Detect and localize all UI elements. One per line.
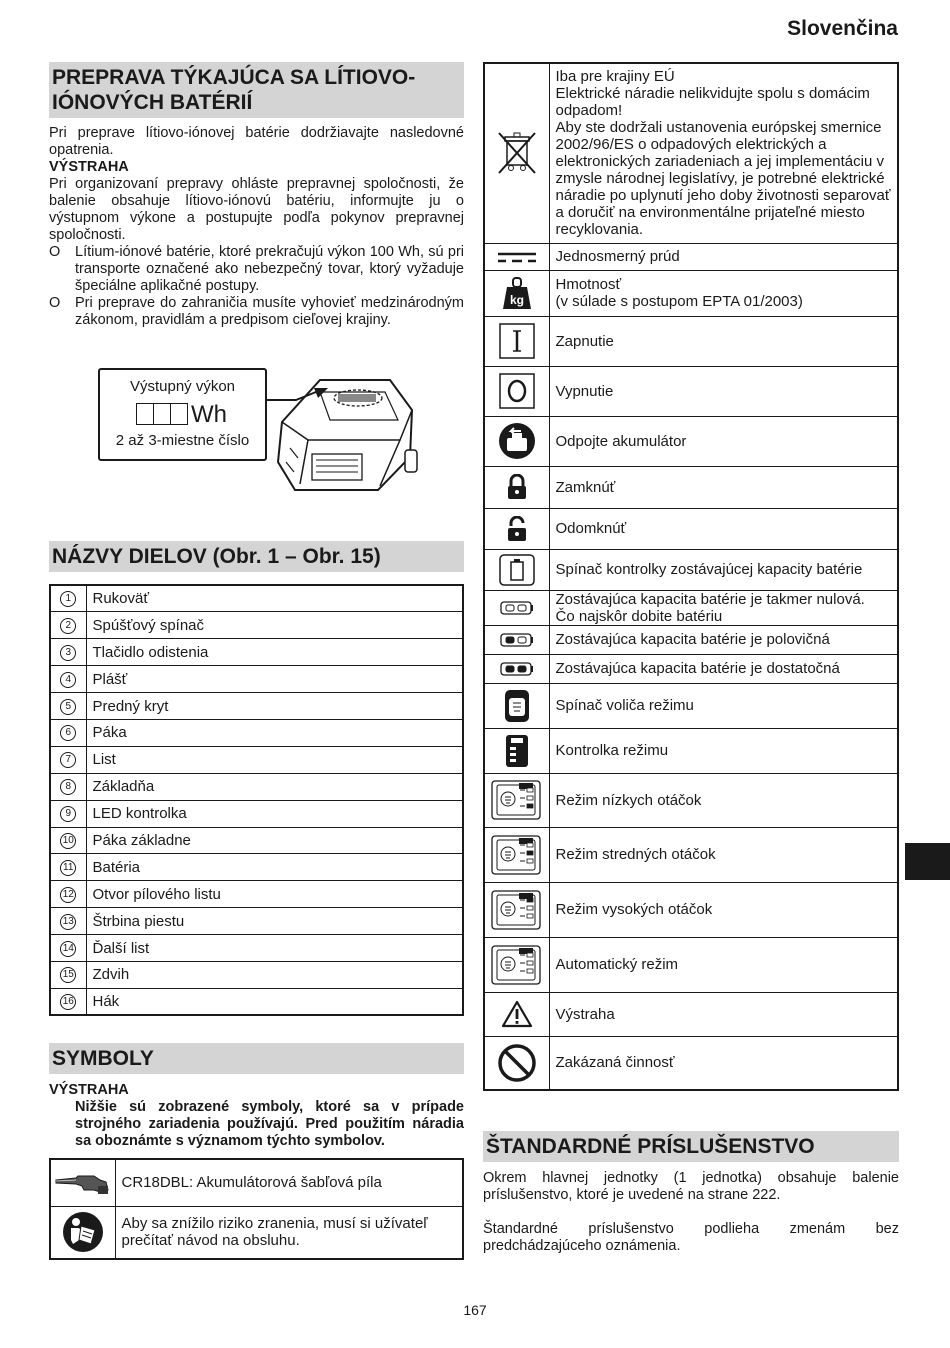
mode-indicator-icon <box>505 734 529 768</box>
switch-off-icon <box>499 373 535 409</box>
symbol-text <box>549 549 898 590</box>
battery-half-icon <box>500 633 534 647</box>
symbol-icon-cell <box>484 549 549 590</box>
symbols-table-right <box>483 62 899 1091</box>
part-number-cell <box>50 746 86 773</box>
symbol-row <box>484 992 898 1036</box>
symbol-row <box>484 63 898 243</box>
part-label: LED kontrolka <box>86 800 463 827</box>
parts-row <box>50 827 463 854</box>
parts-row <box>50 693 463 720</box>
symbol-text <box>549 728 898 773</box>
digit-box <box>170 403 188 425</box>
symbol-row <box>484 243 898 270</box>
symbol-icon-cell <box>484 625 549 654</box>
transport-warning-text: Pri organizovaní prepravy ohláste prepravnej spoločnosti, že balenie obsahuje lítiovo-iónovú batériu, informujte ju o výstupnom výkone a postupujte podľa pokynov prepravnej spoločnosti. <box>49 176 464 243</box>
parts-row <box>50 988 463 1015</box>
heading-line: ŠTANDARDNÉ PRÍSLUŠENSTVO <box>486 1135 815 1158</box>
symbol-text <box>549 625 898 654</box>
symbol-text: CR18DBL: Akumulátorová šabľová píla <box>121 1174 382 1192</box>
bullet-symbol: O <box>49 295 61 311</box>
symbol-icon-cell <box>484 366 549 416</box>
part-label: Plášť <box>86 666 463 693</box>
digits-note: 2 až 3-miestne číslo <box>115 432 250 449</box>
part-number: 14 <box>60 941 76 957</box>
part-number: 11 <box>60 860 76 876</box>
heading-line: NÁZVY DIELOV (Obr. 1 – Obr. 15) <box>52 545 381 568</box>
part-label: Spúšťový spínač <box>86 612 463 639</box>
output-power-callout <box>98 368 267 461</box>
accessories-text <box>483 1170 899 1255</box>
parts-row <box>50 639 463 666</box>
unlock-icon <box>506 516 528 542</box>
parts-row <box>50 773 463 800</box>
symbol-text-line: Zamknúť <box>555 478 616 496</box>
kg-label: kg <box>509 293 524 307</box>
symbol-text-line: Čo najskôr dobite batériu <box>555 607 723 625</box>
transport-text <box>49 125 464 329</box>
part-number-cell <box>50 693 86 720</box>
saw-icon <box>54 1168 112 1198</box>
part-number: 2 <box>60 618 76 634</box>
symbol-text <box>549 63 898 243</box>
symbol-icon-cell <box>484 937 549 992</box>
symbol-icon-cell <box>484 416 549 466</box>
part-number: 5 <box>60 699 76 715</box>
part-number-cell <box>50 827 86 854</box>
parts-row <box>50 719 463 746</box>
section-heading-symbols <box>49 1043 464 1074</box>
part-label: Hák <box>86 988 463 1015</box>
switch-on-icon <box>499 323 535 359</box>
symbol-text <box>549 882 898 937</box>
symbol-text-line: Zostávajúca kapacita batérie je takmer nulová. <box>555 590 865 608</box>
parts-row <box>50 908 463 935</box>
part-number-cell <box>50 639 86 666</box>
direct-current-icon <box>497 251 537 263</box>
symbol-text <box>549 243 898 270</box>
auto-mode-icon <box>491 945 543 985</box>
part-label: Ďalší list <box>86 935 463 962</box>
symbol-row <box>484 654 898 683</box>
parts-table <box>49 584 464 1016</box>
symbol-icon-cell <box>484 590 549 625</box>
symbol-text-line: Režim vysokých otáčok <box>555 901 713 918</box>
wh-unit: Wh <box>191 401 227 428</box>
callout-arrow <box>266 378 352 418</box>
transport-warning-label: VÝSTRAHA <box>49 159 129 175</box>
symbols-warning <box>49 1082 464 1150</box>
read-manual-icon <box>61 1210 105 1254</box>
transport-intro: Pri preprave lítiovo-iónovej batérie dodržiavajte nasledovné opatrenia. <box>49 125 464 158</box>
part-label: Štrbina piestu <box>86 908 463 935</box>
symbol-row <box>484 728 898 773</box>
symbol-text <box>549 937 898 992</box>
symbol-icon-cell <box>484 243 549 270</box>
symbol-text-line: Spínač kontrolky zostávajúcej kapacity batérie <box>555 561 863 578</box>
symbols-table-left <box>49 1158 464 1260</box>
symbol-text <box>549 827 898 882</box>
warning-triangle-icon <box>501 1000 533 1028</box>
symbol-text <box>549 992 898 1036</box>
symbol-row <box>484 508 898 549</box>
part-number: 8 <box>60 779 76 795</box>
heading-line: IÓNOVÝCH BATÉRIÍ <box>52 91 253 114</box>
symbol-text <box>549 466 898 508</box>
symbol-text-line: Odomknúť <box>555 520 627 537</box>
symbol-icon-cell <box>484 63 549 243</box>
bullet-text: Pri preprave do zahraničia musíte vyhovieť medzinárodným zákonom, pravidlám a predpisom cieľovej krajiny. <box>75 295 464 328</box>
symbol-text <box>549 416 898 466</box>
part-number: 9 <box>60 806 76 822</box>
accessories-para: Okrem hlavnej jednotky (1 jednotka) obsahuje balenie príslušenstvo, ktoré je uvedené na strane 222. <box>483 1170 899 1203</box>
symbol-text-line: (v súlade s postupom EPTA 01/2003) <box>555 293 803 310</box>
part-number-cell <box>50 935 86 962</box>
heading-line: SYMBOLY <box>52 1047 154 1070</box>
disconnect-battery-icon <box>498 422 536 460</box>
symbol-icon-cell <box>484 882 549 937</box>
symbol-icon-cell <box>484 683 549 728</box>
weee-bin-icon <box>495 129 539 177</box>
part-label: Batéria <box>86 854 463 881</box>
symbol-text <box>549 683 898 728</box>
symbol-text <box>549 508 898 549</box>
symbol-icon-cell <box>484 508 549 549</box>
mode-selector-switch-icon <box>504 689 530 723</box>
part-label: List <box>86 746 463 773</box>
part-number: 13 <box>60 914 76 930</box>
part-number-cell <box>50 773 86 800</box>
symbol-row <box>484 270 898 316</box>
wh-digits-row <box>100 401 265 427</box>
symbol-text-line: Spínač voliča režimu <box>555 697 694 714</box>
symbol-text-line: Kontrolka režimu <box>555 742 669 759</box>
transport-bullet <box>49 244 464 295</box>
symbol-icon-cell <box>484 773 549 827</box>
symbol-row <box>484 316 898 366</box>
output-power-label: Výstupný výkon <box>129 378 236 395</box>
part-number: 16 <box>60 994 76 1010</box>
battery-full-icon <box>500 662 534 676</box>
symbol-text <box>549 270 898 316</box>
part-number-cell <box>50 612 86 639</box>
symbol-text-line: Aby ste dodržali ustanovenia európskej smernice 2002/96/ES o odpadových elektrických a elektronických zariadeniach a jej implementáciu v zmysle národnej legislatívy, je potrebné elektrické náradie po uplynutí jeho doby životnosti separovať a doručiť na environmentálne prijateľné miesto recyklovania. <box>555 119 891 239</box>
symbol-icon-cell <box>484 992 549 1036</box>
heading-line: PREPRAVA TÝKAJÚCA SA LÍTIOVO- <box>52 66 416 89</box>
part-number-cell <box>50 800 86 827</box>
symbol-row <box>484 416 898 466</box>
part-number: 7 <box>60 752 76 768</box>
symbol-text-line: Zakázaná činnosť <box>555 1054 675 1072</box>
symbol-text-line: Automatický režim <box>555 956 679 973</box>
symbol-text <box>549 366 898 416</box>
parts-row <box>50 854 463 881</box>
section-heading-accessories <box>483 1131 899 1162</box>
parts-row <box>50 746 463 773</box>
parts-row <box>50 961 463 988</box>
bullet-text: Lítium-iónové batérie, ktoré prekračujú výkon 100 Wh, sú pri transporte označené ako nebezpečný tovar, ktorý vyžaduje špeciálne aplikačné postupy. <box>75 244 464 294</box>
symbol-text <box>549 316 898 366</box>
part-label: Páka základne <box>86 827 463 854</box>
symbol-text-line: Hmotnosť <box>555 276 622 293</box>
part-label: Rukoväť <box>92 590 149 608</box>
symbol-icon-cell <box>484 316 549 366</box>
symbol-row <box>484 1036 898 1090</box>
part-label: Tlačidlo odistenia <box>86 639 463 666</box>
symbol-text <box>549 654 898 683</box>
parts-row <box>50 800 463 827</box>
symbol-row <box>484 937 898 992</box>
symbol-icon-cell <box>484 654 549 683</box>
symbol-text-line: Jednosmerný prúd <box>555 248 680 265</box>
part-number-cell <box>50 585 86 612</box>
parts-row <box>50 612 463 639</box>
symbol-icon-cell <box>50 1159 115 1206</box>
symbol-row <box>484 549 898 590</box>
prohibited-icon <box>497 1043 537 1083</box>
symbol-icon-cell <box>484 1036 549 1090</box>
symbol-row <box>484 683 898 728</box>
digit-box <box>136 403 154 425</box>
lock-icon <box>506 474 528 500</box>
section-heading-transport <box>49 62 464 118</box>
page-number: 167 <box>463 1302 487 1318</box>
bullet-symbol: O <box>49 244 61 260</box>
high-speed-mode-icon <box>491 890 543 930</box>
symbol-row <box>484 773 898 827</box>
symbol-text: Aby sa znížilo riziko zranenia, musí si užívateľ prečítať návod na obsluhu. <box>115 1206 463 1259</box>
battery-check-switch-icon <box>499 554 535 586</box>
symbol-text-line: Režim stredných otáčok <box>555 846 716 863</box>
transport-bullet <box>49 295 464 329</box>
symbol-text <box>549 590 898 625</box>
part-number: 10 <box>60 833 76 849</box>
symbol-text-line: Iba pre krajiny EÚ <box>555 68 675 86</box>
symbol-icon-cell <box>484 270 549 316</box>
battery-empty-icon <box>500 601 534 615</box>
symbol-text-line: Zapnutie <box>555 332 614 350</box>
symbol-text-line: Režim nízkych otáčok <box>555 791 702 809</box>
part-label: Páka <box>86 719 463 746</box>
parts-row <box>50 935 463 962</box>
symbol-row <box>484 882 898 937</box>
symbol-row <box>484 590 898 625</box>
symbol-icon-cell <box>484 466 549 508</box>
symbol-row <box>484 625 898 654</box>
part-number-cell <box>50 988 86 1015</box>
medium-speed-mode-icon <box>491 835 543 875</box>
symbol-text-line: Odpojte akumulátor <box>555 432 687 450</box>
part-number: 6 <box>60 725 76 741</box>
parts-row <box>50 666 463 693</box>
symbol-text-line: Zostávajúca kapacita batérie je dostatočná <box>555 660 840 677</box>
accessories-para: Štandardné príslušenstvo podlieha zmenám bez predchádzajúceho oznámenia. <box>483 1221 899 1254</box>
symbol-text-line: Vypnutie <box>555 382 614 400</box>
section-heading-parts <box>49 541 464 572</box>
part-number-cell <box>50 666 86 693</box>
symbol-row <box>484 366 898 416</box>
part-number-cell <box>50 881 86 908</box>
part-number-cell <box>50 961 86 988</box>
symbols-warning-label: VÝSTRAHA <box>49 1082 129 1098</box>
part-label: Základňa <box>86 773 463 800</box>
part-number: 12 <box>60 887 76 903</box>
parts-row <box>50 881 463 908</box>
part-label: Zdvih <box>86 961 463 988</box>
symbol-text-line: Zostávajúca kapacita batérie je polovičná <box>555 631 830 648</box>
symbol-row <box>50 1159 463 1206</box>
part-number: 3 <box>60 645 76 661</box>
low-speed-mode-icon <box>491 780 543 820</box>
symbol-row <box>484 466 898 508</box>
section-tab-marker <box>905 843 950 880</box>
part-number: 4 <box>60 672 76 688</box>
part-label: Otvor pílového listu <box>86 881 463 908</box>
symbol-text-line: Elektrické náradie nelikvidujte spolu s domácim odpadom! <box>555 85 870 120</box>
part-number: 1 <box>60 591 76 607</box>
part-number-cell <box>50 719 86 746</box>
symbol-icon-cell <box>50 1206 115 1259</box>
parts-row <box>50 585 463 612</box>
weight-kg-icon <box>499 275 535 311</box>
symbol-row <box>50 1206 463 1259</box>
part-number: 15 <box>60 967 76 983</box>
symbol-text-line: Výstraha <box>555 1005 615 1023</box>
part-number-cell <box>50 854 86 881</box>
language-label: Slovenčina <box>787 17 898 40</box>
symbol-row <box>484 827 898 882</box>
digit-box <box>153 403 171 425</box>
symbol-text <box>549 773 898 827</box>
part-label: Predný kryt <box>86 693 463 720</box>
symbol-icon-cell <box>484 728 549 773</box>
symbol-text <box>549 1036 898 1090</box>
part-number-cell <box>50 908 86 935</box>
symbols-warning-text: Nižšie sú zobrazené symboly, ktoré sa v prípade strojného zariadenia používajú. Pred použitím náradia sa oboznámte s významom týchto symbolov. <box>75 1099 464 1149</box>
symbol-icon-cell <box>484 827 549 882</box>
